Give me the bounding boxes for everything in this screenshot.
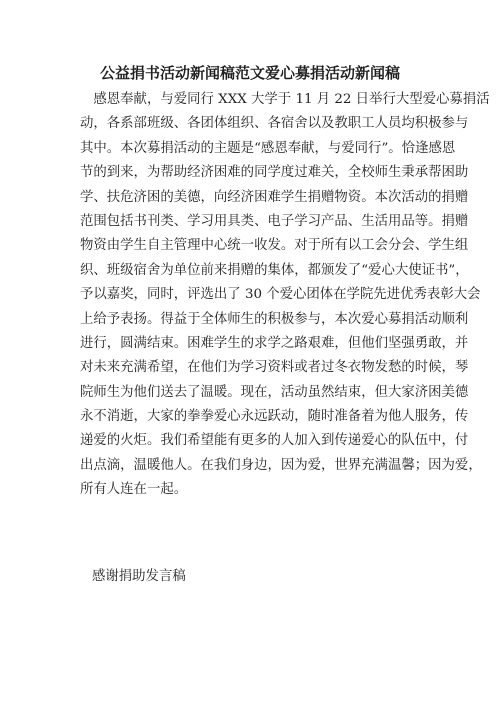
body-line: 出点滴，温暖他人。在我们身边，因为爱，世界充满温馨；因为爱， xyxy=(80,457,482,473)
body-line: 物资由学生自主管理中心统一收发。对于所有以工会分会、学生组 xyxy=(80,238,469,254)
body-line: 予以嘉奖，同时，评选出了 30 个爱心团体在学院先进优秀表彰大会 xyxy=(80,287,481,303)
document-title: 公益捐书活动新闻稿范文爱心募捐活动新闻稿 xyxy=(99,64,400,82)
body-line: 进行，圆满结束。困难学生的求学之路艰难，但他们坚强勇敢，并 xyxy=(80,335,469,351)
footer-note: 感谢捐助发言稿 xyxy=(92,569,186,584)
body-line: 上给予表扬。得益于全体师生的积极参与，本次爱心募捐活动顺利 xyxy=(80,311,469,327)
body-line: 永不消逝，大家的拳拳爱心永远跃动，随时准备着为他人服务，传 xyxy=(80,409,469,425)
body-line: 范围包括书刊类、学习用具类、电子学习产品、生活用品等。捐赠 xyxy=(80,213,469,229)
body-line: 感恩奉献，与爱同行 XXX 大学于 11 月 22 日举行大型爱心募捐活 xyxy=(80,92,490,107)
body-line: 递爱的火炬。我们希望能有更多的人加入到传递爱心的队伍中，付 xyxy=(80,433,469,449)
body-line: 院师生为他们送去了温暖。现在，活动虽然结束，但大家济困美德 xyxy=(80,384,469,400)
body-line: 其中。本次募捐活动的主题是“感恩奉献，与爱同行”。恰逢感恩 xyxy=(80,140,456,156)
body-line: 对未来充满希望，在他们为学习资料或者过冬衣物发愁的时候，琴 xyxy=(80,360,469,376)
body-line: 所有人连在一起。 xyxy=(80,482,188,498)
article-body xyxy=(80,88,490,503)
body-line: 动，各系部班级、各团体组织、各宿舍以及教职工人员均积极参与 xyxy=(80,116,469,132)
body-line: 织、班级宿舍为单位前来捐赠的集体，都颁发了“爱心大使证书”， xyxy=(80,262,469,278)
body-line: 节的到来，为帮助经济困难的同学度过难关，全校师生秉承帮困助 xyxy=(80,165,469,181)
body-line: 学、扶危济困的美德，向经济困难学生捐赠物资。本次活动的捐赠 xyxy=(80,189,469,205)
